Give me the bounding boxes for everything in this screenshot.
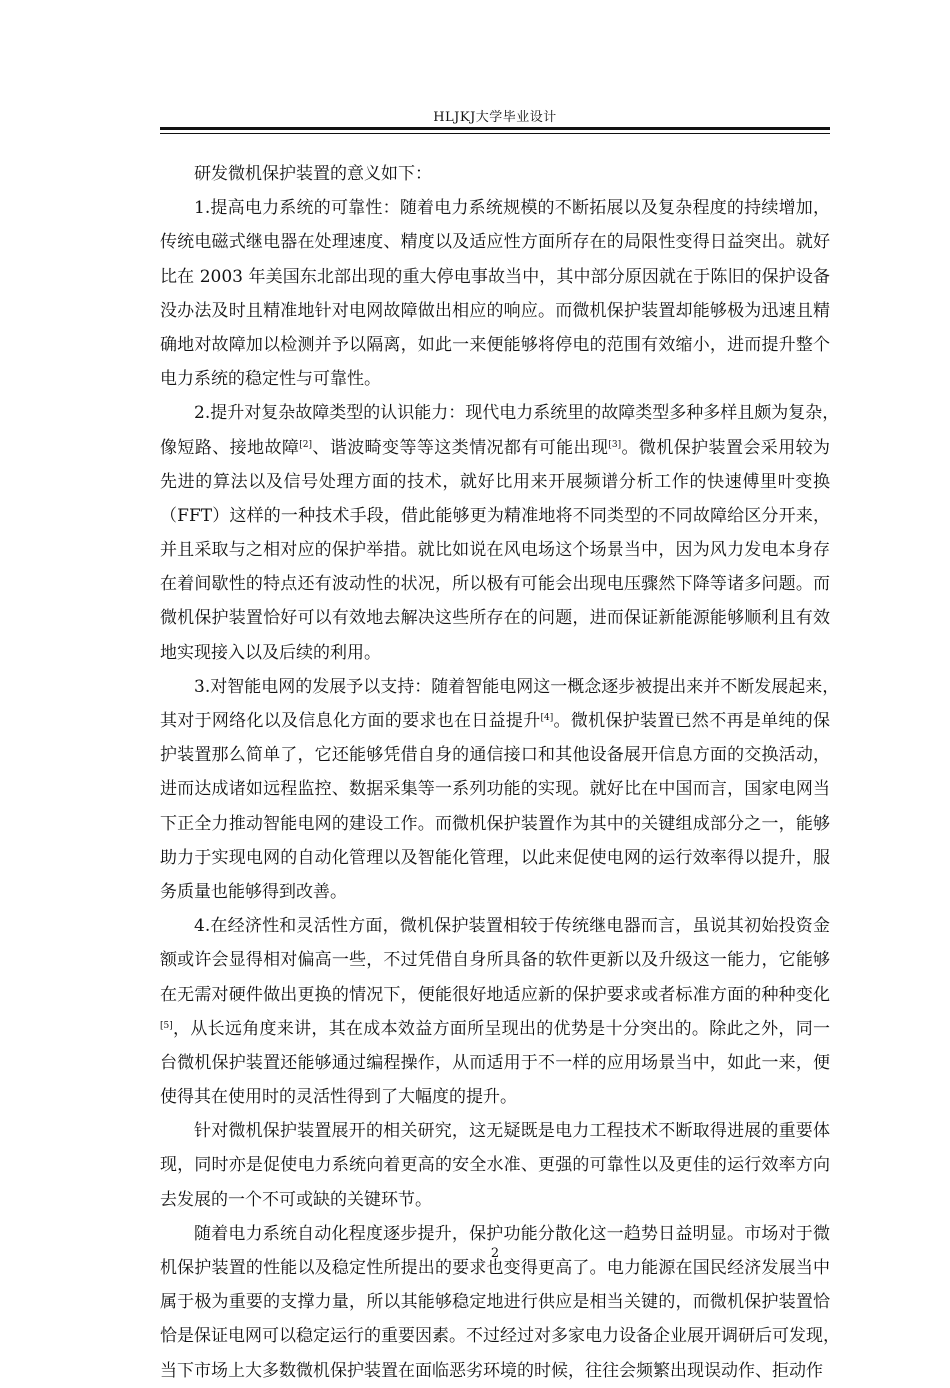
header-rule-thick [160, 127, 830, 130]
text-line [160, 465, 830, 499]
text-line [160, 601, 830, 635]
text-run: 随着电力系统自动化程度逐步提升，保护功能分散化这一趋势日益明显。市场对于微 [194, 1223, 830, 1244]
text-run: 属于极为重要的支撑力量，所以其能够稳定地进行供应是相当关键的，而微机保护装置恰 [160, 1292, 830, 1313]
text-run: 确地对故障加以检测并予以隔离，如此一来便能够将停电的范围有效缩小，进而提升整个 [160, 334, 830, 355]
text-line [160, 978, 830, 1012]
text-line [160, 636, 830, 670]
text-line [160, 807, 830, 841]
text-run: 没办法及时且精准地针对电网故障做出相应的响应。而微机保护装置却能够极为迅速且精 [160, 300, 830, 321]
text-line [160, 704, 830, 738]
text-line [160, 909, 830, 943]
text-line [160, 260, 830, 294]
text-line [160, 157, 830, 191]
text-run: 在着间歇性的特点还有波动性的状况，所以极有可能会出现电压骤然下降等诸多问题。而 [160, 574, 830, 595]
text-line [160, 533, 830, 567]
text-line [160, 943, 830, 977]
page-number: 2 [490, 1246, 500, 1261]
text-run: 额或许会显得相对偏高一些，不过凭借自身所具备的软件更新以及升级这一能力，它能够 [160, 950, 830, 971]
text-run: 去发展的一个不可或缺的关键环节。 [160, 1189, 432, 1210]
text-run: 地实现接入以及后续的利用。 [160, 642, 381, 663]
text-run: 其对于网络化以及信息化方面的要求也在日益提升 [160, 711, 541, 731]
citation-marker: [5] [160, 1020, 173, 1031]
text-run: 研发微机保护装置的意义如下： [194, 164, 432, 184]
text-run: 并且采取与之相对应的保护举措。就比如说在风电场这个场景当中，因为风力发电本身存 [160, 540, 830, 561]
text-line [160, 1183, 830, 1217]
text-run: 传统电磁式继电器在处理速度、精度以及适应性方面所存在的局限性变得日益突出。就好 [160, 232, 830, 253]
text-run: 助力于实现电网的自动化管理以及智能化管理，以此来促使电网的运行效率得以提升，服 [160, 847, 830, 868]
text-line [160, 294, 830, 328]
text-line [160, 1046, 830, 1080]
text-line [160, 670, 840, 704]
text-run: 使得其在使用时的灵活性得到了大幅度的提升。 [160, 1087, 517, 1108]
text-run: 、谐波畸变等等这类情况都有可能出现 [312, 437, 609, 458]
text-run: 。微机保护装置会采用较为 [621, 437, 831, 458]
text-run: 2.提升对复杂故障类型的认识能力：现代电力系统里的故障类型多种多样且颇为复杂， [194, 403, 840, 424]
text-run: 下正全力推动智能电网的建设工作。而微机保护装置作为其中的关键组成部分之一，能够 [160, 813, 830, 834]
text-line [160, 431, 830, 465]
text-run: 。微机保护装置已然不再是单纯的保 [553, 711, 831, 731]
text-run: 电力系统的稳定性与可靠性。 [160, 369, 381, 390]
text-line [160, 738, 830, 772]
citation-marker: [2] [299, 439, 313, 450]
text-run: 先进的算法以及信号处理方面的技术，就好比用来开展频谱分析工作的快速傅里叶变换 [160, 471, 830, 492]
text-run: 微机保护装置恰好可以有效地去解决这些所存在的问题，进而保证新能源能够顺利且有效 [160, 608, 830, 629]
text-run: 比在 2003 年美国东北部出现的重大停电事故当中，其中部分原因就在于陈旧的保护设备 [160, 266, 830, 287]
text-run: 台微机保护装置还能够通过编程操作，从而适用于不一样的应用场景当中，如此一来，便 [160, 1052, 830, 1073]
citation-marker: [4] [540, 713, 554, 723]
text-line [160, 225, 830, 259]
text-run: 4.在经济性和灵活性方面，微机保护装置相较于传统继电器而言，虽说其初始投资金 [194, 916, 830, 937]
text-line [160, 1354, 830, 1388]
text-line [160, 362, 830, 396]
text-run: 机保护装置的性能以及稳定性所提出的要求也变得更高了。电力能源在国民经济发展当中 [160, 1258, 830, 1278]
text-run: 当下市场上大多数微机保护装置在面临恶劣环境的时候，往往会频繁出现误动作、拒动作 [160, 1360, 823, 1381]
page-header: HLJKJ大学毕业设计 [433, 110, 557, 125]
text-line [160, 1012, 830, 1046]
text-line [160, 841, 830, 875]
text-run: 3.对智能电网的发展予以支持：随着智能电网这一概念逐步被提出来并不断发展起来， [194, 676, 840, 697]
text-line [160, 1080, 830, 1114]
text-line [160, 191, 830, 225]
text-run: 1.提高电力系统的可靠性：随着电力系统规模的不断拓展以及复杂程度的持续增加， [194, 198, 830, 219]
text-run: 进而达成诸如远程监控、数据采集等一系列功能的实现。就好比在中国而言，国家电网当 [160, 779, 830, 800]
text-run: （FFT）这样的一种技术手段，借此能够更为精准地将不同类型的不同故障给区分开来， [160, 505, 830, 526]
text-run: 针对微机保护装置展开的相关研究，这无疑既是电力工程技术不断取得进展的重要体 [194, 1121, 830, 1142]
text-line [160, 1285, 830, 1319]
text-run: 务质量也能够得到改善。 [160, 881, 347, 902]
text-run: 恰是保证电网可以稳定运行的重要因素。不过经过对多家电力设备企业展开调研后可发现， [160, 1326, 840, 1347]
text-run: 护装置那么简单了，它还能够凭借自身的通信接口和其他设备展开信息方面的交换活动， [160, 745, 830, 766]
text-line [160, 772, 830, 806]
text-line [160, 567, 830, 601]
header-rule-thin [160, 133, 830, 134]
text-run: ，从长远角度来讲，其在成本效益方面所呈现出的优势是十分突出的。除此之外，同一 [172, 1018, 830, 1039]
text-line [160, 396, 840, 430]
text-line [160, 328, 830, 362]
text-line [160, 1319, 840, 1353]
text-line [160, 875, 830, 909]
document-body [160, 157, 840, 1388]
text-run: 在无需对硬件做出更换的情况下，便能很好地适应新的保护要求或者标准方面的种种变化 [160, 984, 830, 1005]
text-run: 现，同时亦是促使电力系统向着更高的安全水准、更强的可靠性以及更佳的运行效率方向 [160, 1155, 830, 1176]
text-run: 像短路、接地故障 [160, 437, 300, 458]
text-line [160, 499, 830, 533]
citation-marker: [3] [608, 439, 622, 450]
text-line [160, 1148, 830, 1182]
text-line [160, 1114, 830, 1148]
